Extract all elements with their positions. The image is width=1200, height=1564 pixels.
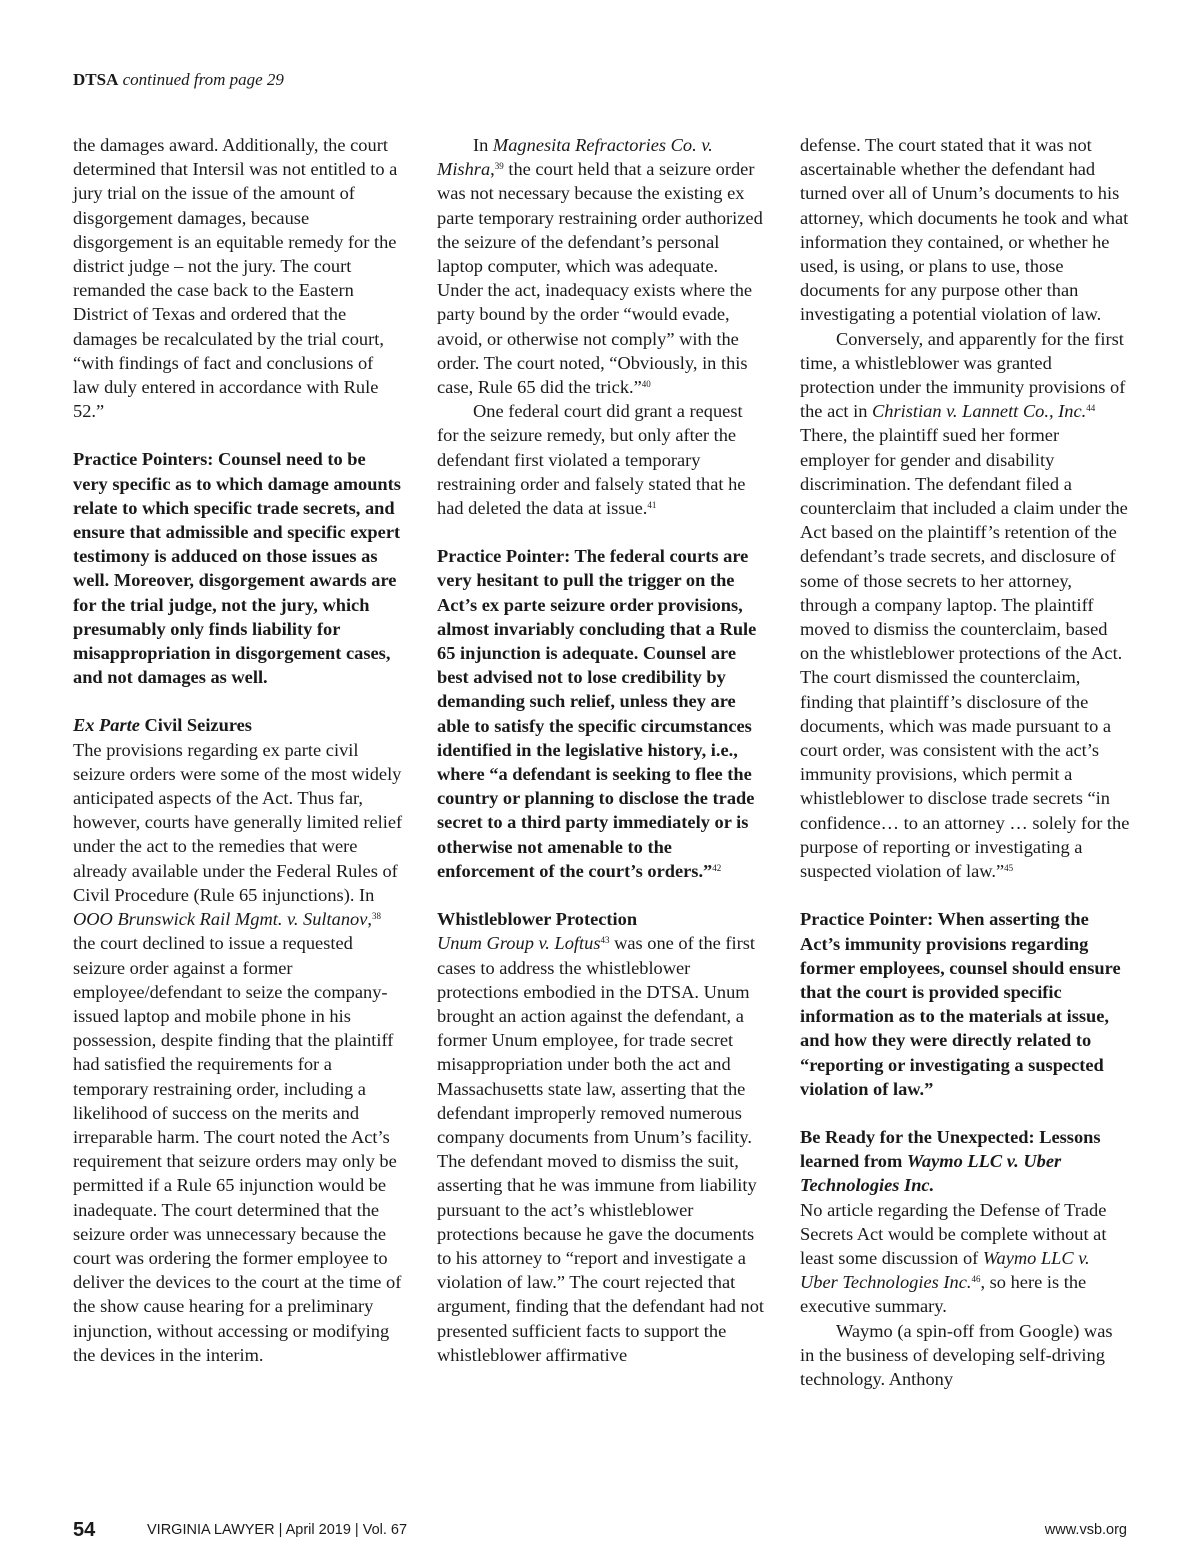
footnote-ref: 44 (1086, 403, 1096, 414)
continued-note: continued from page 29 (122, 70, 284, 89)
paragraph: One federal court did grant a request for the seizure remedy, but only after the defendant first violated a temporary restraining order and falsely stated that he had deleted the data at issue.$^{41}$ (437, 401, 746, 519)
paragraph: No article regarding the Defense of Trade Secrets Act would be complete without at least some discussion of Waymo LLC v. Uber Technologies Inc.$^{46}$, so here is the executive summary. (800, 1199, 1107, 1317)
paragraph: The provisions regarding ex parte civil seizure orders were some of the most widely anticipated aspects of the Act. Thus far, however, courts have generally limited relief under the act to the remedies that were already available under the Federal Rules of Civil Procedure (Rule 65 injunctions). In OOO Brunswick Rail Mgmt. v. Sultanov,$^{38}$ the court declined to issue a requested seizure order against a former employee/defendant to seize the company-issued laptop and mobile phone in his possession, despite finding that the plaintiff had satisfied the requirements for a temporary restraining order, including a likelihood of success on the merits and irreparable harm. The court noted the Act’s requirement that seizure orders may only be permitted if a Rule 65 injunction would be inadequate. The court determined that the seizure order was unnecessary because the court was ordering the former employee to deliver the devices to the court at the time of the show cause hearing for a preliminary injunction, without accessing or modifying the devices in the interim. (73, 739, 403, 1365)
paragraph: the damages award. Additionally, the court determined that Intersil was not entitled to a jury trial on the issue of the amount of disgorgement damages, because disgorgement is an equitable remedy for the district judge – not the jury. The court remanded the case back to the Eastern District of Texas and ordered that the damages be recalculated by the trial court, “with findings of fact and conclusions of law duly entered in accordance with Rule 52.” (73, 135, 398, 422)
footnote-ref: 43 (600, 935, 610, 946)
column-1 (73, 133, 403, 1367)
case-name: Magnesita Refractories Co. v. Mishra (437, 135, 713, 180)
paragraph: Waymo (a spin-off from Google) was in the business of developing self-driving technology. Anthony (800, 1320, 1113, 1389)
case-name: OOO Brunswick Rail Mgmt. v. Sultanov (73, 909, 368, 930)
footnote-ref: 40 (641, 379, 651, 390)
case-name: Unum Group v. Loftus (437, 933, 601, 954)
footnote-ref: 45 (1004, 863, 1014, 874)
case-name: Waymo LLC v. Uber Technologies Inc. (800, 1247, 1090, 1293)
section-name: DTSA (73, 70, 119, 89)
paragraph: In Magnesita Refractories Co. v. Mishra,$^{39}$ the court held that a seizure order was not necessary because the existing ex parte temporary restraining order authorized the seizure of the defendant’s personal laptop computer, which was adequate. Under the act, inadequacy exists where the party bound by the order “would evade, avoid, or otherwise not comply” with the order. The court noted, “Obviously, in this case, Rule 65 did the trick.”$^{40}$ (437, 135, 763, 398)
footnote-ref: 38 (372, 911, 381, 922)
case-name: Christian v. Lannett Co., Inc. (872, 401, 1087, 422)
website-link[interactable]: www.vsb.org (1044, 1522, 1127, 1538)
paragraph: Unum Group v. Loftus$^{43}$ was one of the first cases to address the whistleblower protections embodied in the DTSA. Unum brought an action against the defendant, a former Unum employee, for trade secret misappropriation under both the act and Massachusetts state law, asserting that the defendant improperly removed numerous company documents from Unum’s facility. The defendant moved to dismiss the suit, asserting that he was immune from liability pursuant to the act’s whistleblower protections because he gave the documents to his attorney to “report and investigate a violation of law.” The court rejected that argument, finding that the defendant had not presented sufficient facts to support the whistleblower affirmative (437, 933, 765, 1365)
paragraph: Conversely, and apparently for the first time, a whistleblower was granted protection under the immunity provisions of the act in Christian v. Lannett Co., Inc.$^{44}$ There, the plaintiff sued her former employer for gender and disability discrimination. The defendant filed a counterclaim that included a claim under the Act based on the plaintiff’s retention of the defendant’s trade secrets, and disclosure of some of those secrets to her attorney, through a company laptop. The plaintiff moved to dismiss the counterclaim, based on the whistleblower protections of the Act. The court dismissed the counterclaim, finding that plaintiff’s disclosure of the documents, which was made pursuant to a court order, was consistent with the act’s immunity provisions, which permit a whistleblower to disclose trade secrets “in confidence… to an attorney … solely for the purpose of reporting or investigating a suspected violation of law.”$^{45}$ (800, 328, 1130, 882)
column-3 (800, 133, 1130, 1391)
footnote-ref: 39 (494, 161, 504, 172)
running-head (73, 70, 284, 90)
section-heading: Be Ready for the Unexpected: Lessons learned from Waymo LLC v. Uber Technologies Inc. (800, 1126, 1101, 1196)
paragraph: defense. The court stated that it was not ascertainable whether the defendant had turned over all of Unum’s documents to his attorney, which documents he took and what information they contained, or whether he used, is using, or plans to use, those documents for any purpose other than investigating a potential violation of law. (800, 135, 1129, 325)
footnote-ref: 42 (712, 862, 722, 873)
column-2 (437, 133, 767, 1367)
magazine-info: VIRGINIA LAWYER | April 2019 | Vol. 67 (147, 1522, 408, 1538)
section-heading: Whistleblower Protection (437, 909, 638, 930)
practice-pointer: Practice Pointers: Counsel need to be very specific as to which damage amounts relate to which specific trade secrets, and ensure that admissible and specific expert testimony is adduced on those issues as well. Moreover, disgorgement awards are for the trial judge, not the jury, which presumably only finds liability for misappropriation in disgorgement cases, and not damages as well. (73, 449, 401, 688)
practice-pointer: Practice Pointer: When asserting the Act’s immunity provisions regarding former employees, counsel should ensure that the court is provided specific information as to the materials at issue, and how they were directly related to “reporting or investigating a suspected violation of law.” (800, 909, 1121, 1099)
footnote-ref: 41 (647, 500, 657, 511)
footnote-ref: 46 (971, 1274, 981, 1285)
section-heading: Ex Parte Civil Seizures (73, 715, 252, 736)
page-number: 54 (73, 1519, 96, 1541)
practice-pointer: Practice Pointer: The federal courts are very hesitant to pull the trigger on the Act’s ex parte seizure order provisions, almost invariably concluding that a Rule 65 injunction is adequate. Counsel are best advised not to lose credibility by demanding such relief, unless they are able to satisfy the specific circumstances identified in the legislative history, i.e., where “a defendant is seeking to flee the country or planning to disclose the trade secret to a third party immediately or is otherwise not amenable to the enforcement of the court’s orders.”$^{42}$ (437, 546, 757, 881)
